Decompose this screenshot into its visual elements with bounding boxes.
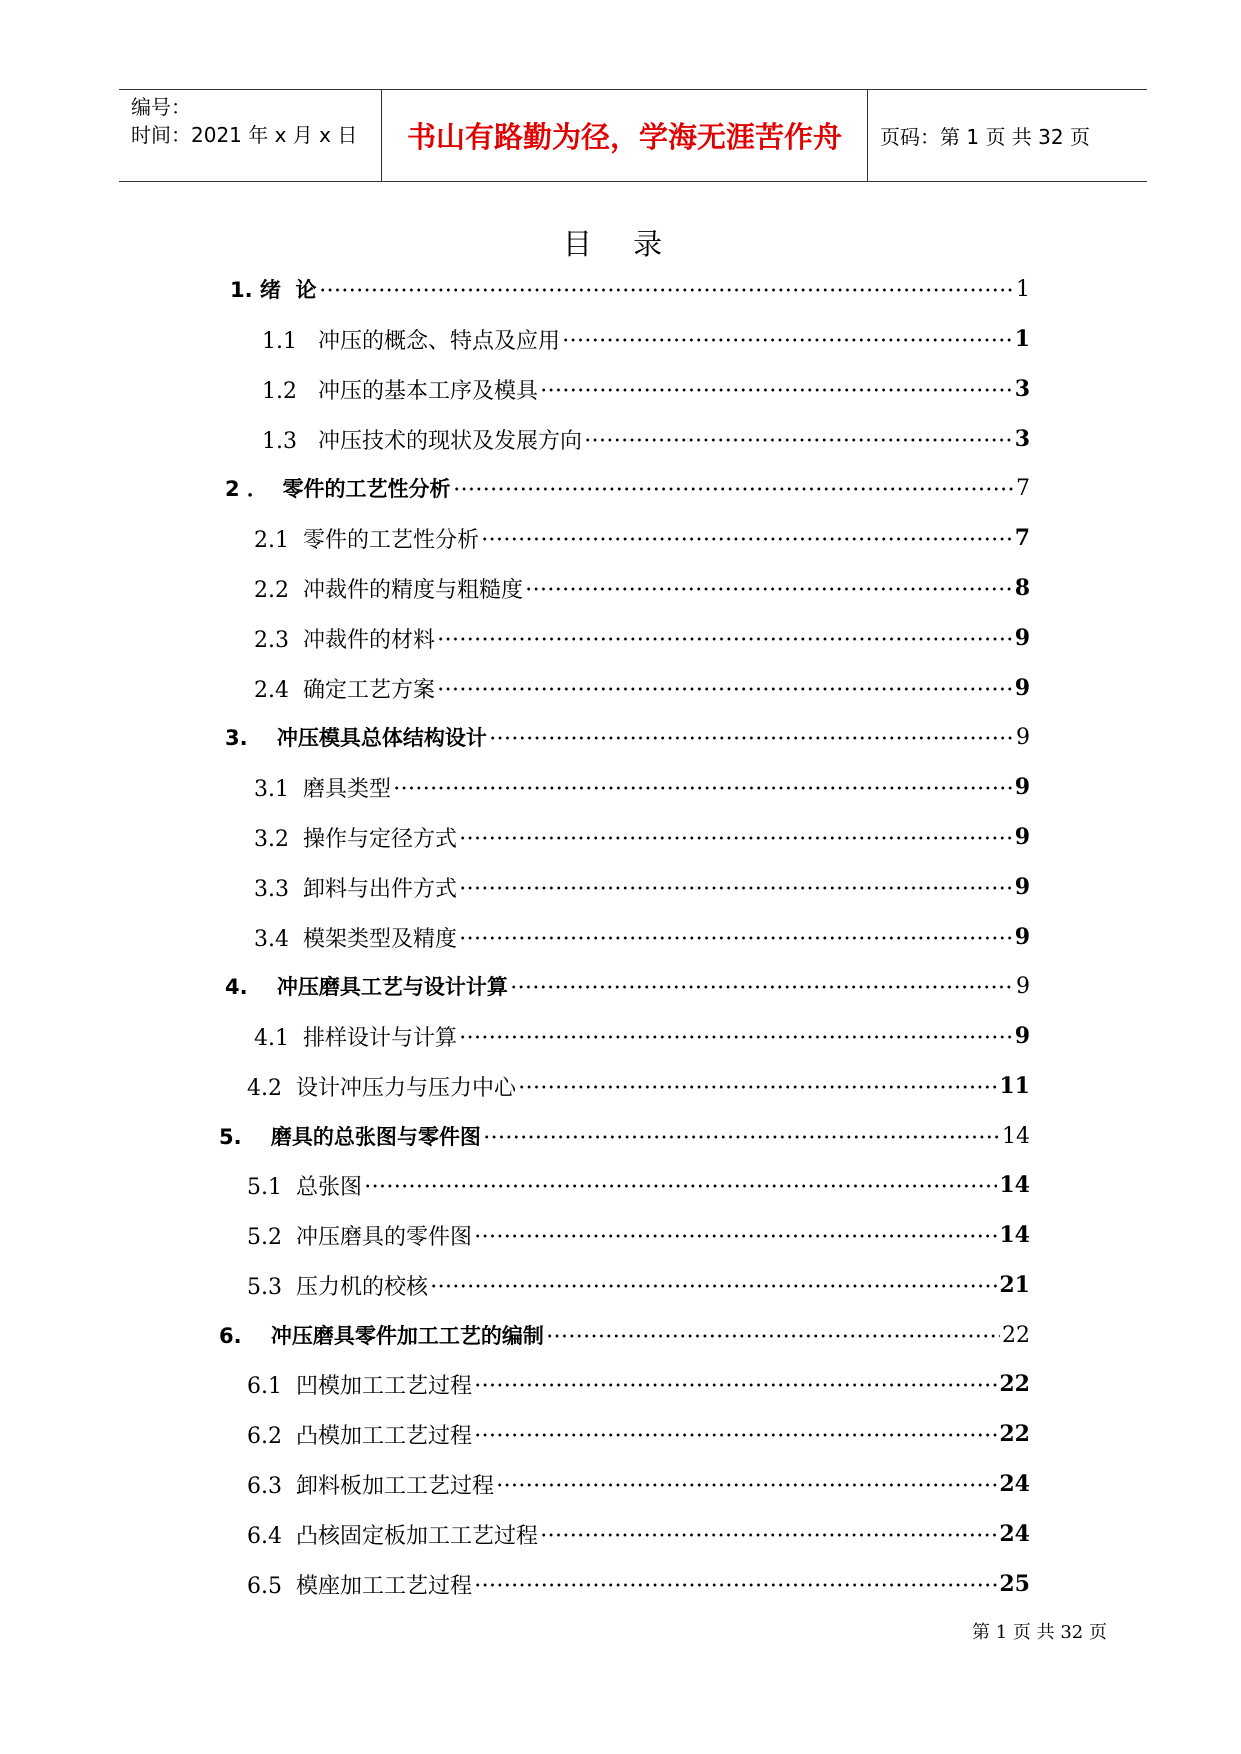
toc-entry-5-2[interactable] — [247, 1217, 1030, 1253]
toc-entry-label: 1.2 冲压的基本工序及模具 — [262, 378, 538, 404]
toc-entry-4-2[interactable] — [247, 1068, 1030, 1104]
dot-leader — [474, 1382, 997, 1388]
toc-entry-2[interactable] — [225, 470, 1030, 506]
toc-entry-label: 2.4 确定工艺方案 — [254, 677, 435, 703]
toc-entry-page: 9 — [1014, 824, 1030, 850]
document-title: 目 录 — [562, 227, 679, 261]
toc-entry-label: 1.1 冲压的概念、特点及应用 — [262, 328, 560, 354]
dot-leader — [525, 586, 1013, 592]
toc-entry-label: 5. 磨具的总张图与零件图 — [219, 1125, 481, 1149]
dot-leader — [459, 835, 1013, 841]
header-page-cell — [868, 90, 1147, 181]
toc-entry-label: 4.1 排样设计与计算 — [254, 1025, 457, 1051]
toc-entry-label: 5.1 总张图 — [247, 1174, 362, 1200]
toc-entry-label: 6.2 凸模加工工艺过程 — [247, 1423, 472, 1449]
toc-entry-6[interactable] — [219, 1317, 1030, 1353]
toc-entry-5-1[interactable] — [247, 1167, 1030, 1203]
toc-entry-label: 5.3 压力机的校核 — [247, 1274, 428, 1300]
toc-entry-3[interactable] — [225, 719, 1030, 755]
dot-leader — [319, 287, 1014, 293]
dot-leader — [453, 486, 1014, 492]
header-motto-cell — [381, 90, 868, 181]
header-time: 时间：2021 年 x 月 x 日 — [131, 123, 358, 147]
dot-leader — [430, 1283, 997, 1289]
toc-entry-5-3[interactable] — [247, 1267, 1030, 1303]
toc-entry-4-1[interactable] — [254, 1018, 1030, 1054]
dot-leader — [481, 536, 1013, 542]
dot-leader — [518, 1084, 997, 1090]
toc-entry-label: 2.1 零件的工艺性分析 — [254, 527, 479, 553]
dot-leader — [459, 885, 1013, 891]
toc-entry-page: 8 — [1014, 575, 1030, 601]
toc-entry-page: 9 — [1014, 874, 1030, 900]
toc-entry-1-2[interactable] — [262, 371, 1030, 407]
toc-entry-page: 9 — [1014, 675, 1030, 701]
toc-entry-page: 21 — [999, 1272, 1030, 1298]
toc-entry-page: 1 — [1014, 326, 1030, 352]
toc-entry-3-2[interactable] — [254, 819, 1030, 855]
toc-entry-4[interactable] — [225, 968, 1030, 1004]
toc-entry-2-2[interactable] — [254, 570, 1030, 606]
toc-entry-label: 1.3 冲压技术的现状及发展方向 — [262, 428, 582, 454]
header-page-number: 页码：第 1 页 共 32 页 — [880, 125, 1090, 149]
toc-entry-page: 3 — [1014, 426, 1030, 452]
toc-entry-label: 3.3 卸料与出件方式 — [254, 876, 457, 902]
toc-entry-label: 3.1 磨具类型 — [254, 776, 391, 802]
toc-entry-page: 11 — [999, 1073, 1030, 1099]
toc-entry-1[interactable] — [230, 271, 1030, 307]
toc-entry-page: 9 — [1016, 973, 1030, 999]
toc-entry-1-1[interactable] — [262, 321, 1030, 357]
toc-entry-6-5[interactable] — [247, 1566, 1030, 1602]
toc-entry-label: 3.4 模架类型及精度 — [254, 926, 457, 952]
dot-leader — [510, 984, 1014, 990]
dot-leader — [489, 735, 1014, 741]
toc-entry-page: 14 — [1002, 1123, 1030, 1149]
toc-entry-page: 22 — [999, 1421, 1030, 1447]
dot-leader — [459, 935, 1013, 941]
dot-leader — [496, 1482, 997, 1488]
toc-entry-6-2[interactable] — [247, 1416, 1030, 1452]
dot-leader — [540, 1532, 997, 1538]
dot-leader — [474, 1582, 997, 1588]
header-motto: 书山有路勤为径，学海无涯苦作舟 — [406, 120, 842, 154]
dot-leader — [584, 437, 1013, 443]
toc-entry-page: 9 — [1014, 1023, 1030, 1049]
toc-entry-page: 14 — [999, 1172, 1030, 1198]
toc-entry-label: 6. 冲压磨具零件加工工艺的编制 — [219, 1324, 544, 1348]
toc-entry-page: 7 — [1016, 475, 1030, 501]
toc-entry-label: 4.2 设计冲压力与压力中心 — [247, 1075, 516, 1101]
toc-entry-page: 9 — [1014, 774, 1030, 800]
toc-entry-page: 3 — [1014, 376, 1030, 402]
toc-entry-page: 22 — [1002, 1322, 1030, 1348]
toc-entry-label: 4. 冲压磨具工艺与设计计算 — [225, 975, 508, 999]
toc-entry-label: 6.4 凸核固定板加工工艺过程 — [247, 1523, 538, 1549]
dot-leader — [364, 1183, 997, 1189]
toc-entry-1-3[interactable] — [262, 421, 1030, 457]
toc-entry-2-4[interactable] — [254, 670, 1030, 706]
dot-leader — [474, 1233, 997, 1239]
toc-entry-page: 14 — [999, 1222, 1030, 1248]
toc-entry-label: 5.2 冲压磨具的零件图 — [247, 1224, 472, 1250]
toc-entry-page: 9 — [1014, 625, 1030, 651]
header-number: 编号： — [131, 95, 191, 119]
toc-entry-3-3[interactable] — [254, 869, 1030, 905]
toc-entry-page: 9 — [1014, 924, 1030, 950]
toc-entry-6-3[interactable] — [247, 1466, 1030, 1502]
toc-entry-label: 1. 绪 论 — [230, 278, 317, 302]
dot-leader — [393, 785, 1013, 791]
dot-leader — [483, 1134, 1000, 1140]
toc-entry-5[interactable] — [219, 1118, 1030, 1154]
header-info — [119, 90, 381, 181]
toc-entry-label: 2.2 冲裁件的精度与粗糙度 — [254, 577, 523, 603]
toc-entry-page: 22 — [999, 1371, 1030, 1397]
toc-entry-page: 25 — [999, 1571, 1030, 1597]
toc-entry-6-1[interactable] — [247, 1366, 1030, 1402]
toc-entry-label: 3.2 操作与定径方式 — [254, 826, 457, 852]
toc-entry-page: 9 — [1016, 724, 1030, 750]
toc-entry-3-4[interactable] — [254, 919, 1030, 955]
toc-entry-2-3[interactable] — [254, 620, 1030, 656]
dot-leader — [474, 1432, 997, 1438]
toc-entry-page: 7 — [1014, 525, 1030, 551]
toc-entry-page: 1 — [1016, 276, 1030, 302]
toc-entry-label: 3. 冲压模具总体结构设计 — [225, 726, 487, 750]
dot-leader — [562, 337, 1013, 343]
toc-entry-label: 6.5 模座加工工艺过程 — [247, 1573, 472, 1599]
toc-entry-label: 6.3 卸料板加工工艺过程 — [247, 1473, 494, 1499]
dot-leader — [437, 686, 1013, 692]
toc-entry-label: 2 ． 零件的工艺性分析 — [225, 477, 451, 501]
dot-leader — [546, 1333, 1000, 1339]
dot-leader — [437, 636, 1013, 642]
page-footer: 第 1 页 共 32 页 — [972, 1622, 1107, 1643]
page-header — [119, 89, 1147, 182]
toc-entry-label: 2.3 冲裁件的材料 — [254, 627, 435, 653]
toc-entry-3-1[interactable] — [254, 769, 1030, 805]
toc-entry-page: 24 — [999, 1471, 1030, 1497]
dot-leader — [540, 387, 1013, 393]
toc-entry-page: 24 — [999, 1521, 1030, 1547]
toc-entry-2-1[interactable] — [254, 520, 1030, 556]
dot-leader — [459, 1034, 1013, 1040]
toc-entry-6-4[interactable] — [247, 1516, 1030, 1552]
toc-entry-label: 6.1 凹模加工工艺过程 — [247, 1373, 472, 1399]
